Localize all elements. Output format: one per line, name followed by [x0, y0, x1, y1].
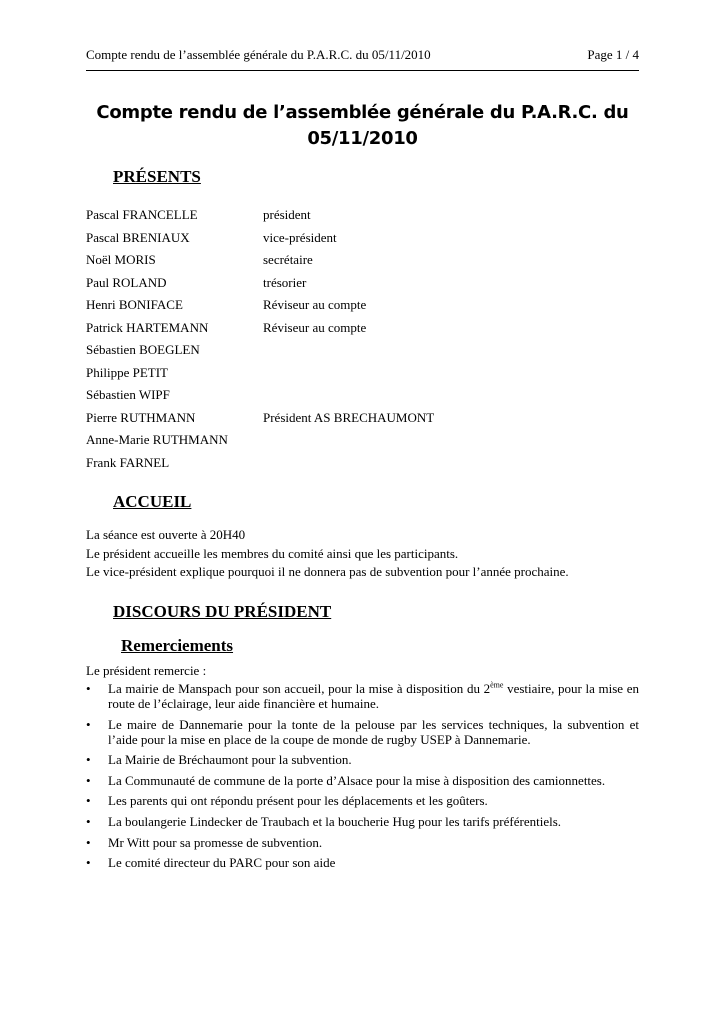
bullet-icon: • [86, 752, 91, 768]
item-text: Le maire de Dannemarie pour la tonte de la pelouse par les services techniques, la subvention et l’aide pour la mise en place de la coupe de monde de rugby USEP à Dannemarie. [108, 716, 639, 747]
attendee-row [86, 339, 586, 362]
bullet-icon: • [86, 793, 91, 809]
title-line-2: 05/11/2010 [307, 128, 418, 149]
attendee-role: président [263, 207, 311, 223]
attendee-row [86, 204, 586, 227]
item-text: Le comité directeur du PARC pour son aide [108, 855, 336, 871]
list-item [86, 814, 639, 829]
attendee-role: vice-président [263, 229, 337, 245]
attendee-name: Paul ROLAND [86, 274, 167, 290]
attendee-name: Pascal FRANCELLE [86, 207, 198, 223]
bullet-icon: • [86, 855, 91, 871]
bullet-icon: • [86, 813, 91, 829]
bullet-icon: • [86, 772, 91, 788]
header-divider [86, 70, 639, 71]
item-text: La Communauté de commune de la porte d’Alsace pour la mise à disposition des camionnettes. [108, 772, 606, 788]
attendee-name: Noël MORIS [86, 252, 156, 268]
attendee-row [86, 294, 586, 317]
attendee-name: Philippe PETIT [86, 364, 168, 380]
document-title [86, 100, 639, 152]
discours-heading: DISCOURS DU PRÉSIDENT [113, 602, 332, 621]
attendee-name: Henri BONIFACE [86, 297, 183, 313]
attendee-name: Sébastien BOEGLEN [86, 342, 200, 358]
attendee-name: Anne-Marie RUTHMANN [86, 432, 228, 448]
item-text-cont: vestiaire, pour la mise en route de l’éclairage, leur aide financière et humaine. [108, 681, 640, 711]
attendee-row [86, 452, 586, 475]
item-text: Mr Witt pour sa promesse de subvention. [108, 834, 323, 850]
attendee-row [86, 362, 586, 385]
attendee-row [86, 384, 586, 407]
page-number: Page 1 / 4 [587, 47, 639, 62]
attendee-role: Réviseur au compte [263, 319, 367, 335]
bullet-icon: • [86, 681, 91, 696]
attendee-role: secrétaire [263, 252, 313, 268]
accueil-line: Le vice-président explique pourquoi il ne donnera pas de subvention pour l’année prochaine. [86, 564, 569, 579]
item-text: La Mairie de Bréchaumont pour la subvention. [108, 752, 352, 768]
attendee-name: Patrick HARTEMANN [86, 319, 209, 335]
item-text: La mairie de Manspach pour son accueil, pour la mise à disposition du 2 [108, 681, 491, 696]
superscript: ème [490, 680, 504, 690]
attendee-name: Frank FARNEL [86, 454, 170, 470]
title-line-1: Compte rendu de l’assemblée générale du P.A.R.C. du [96, 102, 629, 123]
remerciements-heading: Remerciements [121, 636, 234, 655]
attendee-name: Pascal BRENIAUX [86, 229, 190, 245]
attendee-name: Sébastien WIPF [86, 387, 170, 403]
attendee-role: Réviseur au compte [263, 297, 367, 313]
attendee-role: Président AS BRECHAUMONT [263, 409, 435, 425]
attendee-row [86, 407, 586, 430]
bullet-icon: • [86, 716, 91, 732]
remerciements-intro: Le président remercie : [86, 663, 207, 678]
bullet-icon: • [86, 834, 91, 850]
presents-heading: PRÉSENTS [113, 167, 201, 186]
item-text: Les parents qui ont répondu présent pour les déplacements et les goûters. [108, 793, 488, 809]
thanks-list [86, 681, 639, 876]
attendee-role: trésorier [263, 274, 307, 290]
header-title: Compte rendu de l’assemblée générale du P.A.R.C. du 05/11/2010 [86, 47, 431, 62]
list-item [86, 681, 639, 711]
list-item [86, 855, 639, 870]
attendee-row [86, 317, 586, 340]
accueil-line: La séance est ouverte à 20H40 [86, 527, 246, 542]
list-item [86, 773, 639, 788]
accueil-line: Le président accueille les membres du comité ainsi que les participants. [86, 545, 459, 561]
list-item [86, 793, 639, 808]
attendee-row [86, 429, 586, 452]
list-item [86, 752, 639, 767]
page-header [86, 47, 639, 63]
attendee-row [86, 249, 586, 272]
accueil-paragraph [86, 526, 639, 582]
attendees-list [86, 204, 586, 474]
item-text: La boulangerie Lindecker de Traubach et la boucherie Hug pour les tarifs préférentiels. [108, 813, 562, 829]
list-item [86, 835, 639, 850]
attendee-row [86, 227, 586, 250]
list-item [86, 717, 639, 747]
attendee-row [86, 272, 586, 295]
accueil-heading: ACCUEIL [113, 492, 192, 511]
attendee-name: Pierre RUTHMANN [86, 409, 196, 425]
